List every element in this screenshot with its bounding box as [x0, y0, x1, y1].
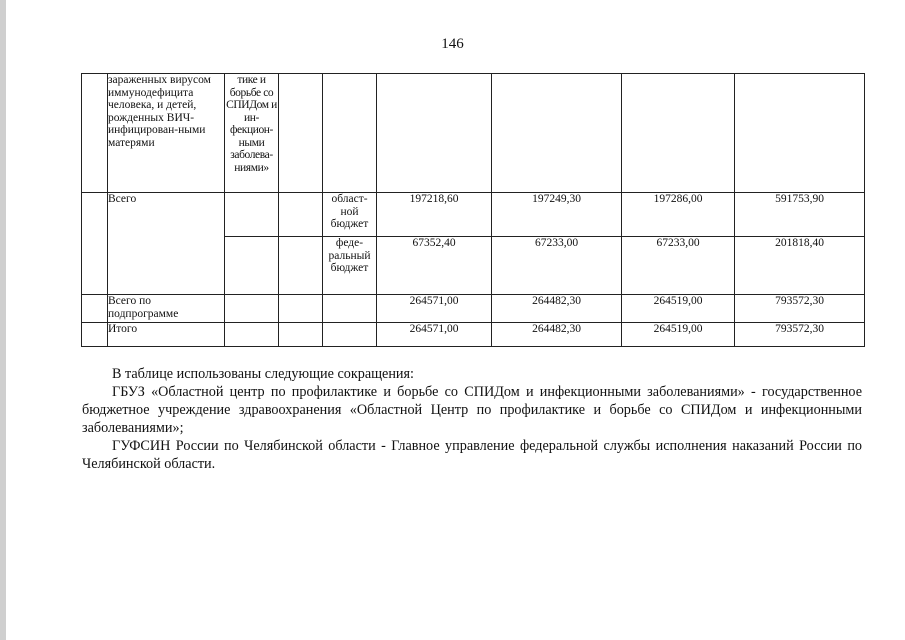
value-cell: 264571,00 — [377, 295, 492, 323]
abbreviations-notes — [82, 365, 862, 473]
value-cell: 264482,30 — [492, 295, 622, 323]
value-cell: 264571,00 — [377, 323, 492, 347]
number-cell — [82, 74, 108, 193]
empty-cell — [279, 193, 323, 237]
empty-cell — [225, 295, 279, 323]
empty-cell — [279, 323, 323, 347]
table-row-subprogram-total — [82, 295, 865, 323]
budget-table — [81, 73, 865, 347]
empty-cell — [225, 323, 279, 347]
total-label: Всего — [108, 193, 225, 295]
table-row-continuation — [82, 74, 865, 193]
value-cell: 67233,00 — [492, 237, 622, 295]
empty-cell — [323, 295, 377, 323]
number-cell — [82, 323, 108, 347]
value-cell: 197249,30 — [492, 193, 622, 237]
empty-cell — [225, 193, 279, 237]
table-row-itogo — [82, 323, 865, 347]
empty-cell — [622, 74, 735, 193]
value-cell: 264519,00 — [622, 323, 735, 347]
empty-cell — [492, 74, 622, 193]
value-cell: 591753,90 — [735, 193, 865, 237]
number-cell — [82, 295, 108, 323]
empty-cell — [377, 74, 492, 193]
executor-cell: тике и борьбе со СПИДом и ин-фекцион-ными заболева-ниями» — [225, 74, 279, 193]
page-number: 146 — [441, 36, 464, 52]
value-cell: 264482,30 — [492, 323, 622, 347]
table-row-total-regional — [82, 193, 865, 237]
value-cell: 67352,40 — [377, 237, 492, 295]
empty-cell — [323, 74, 377, 193]
activity-description: зараженных вирусом иммунодефицита человека, и детей, рожденных ВИЧ-инфицирован-ными матерями — [108, 74, 225, 193]
empty-cell — [279, 237, 323, 295]
value-cell: 197286,00 — [622, 193, 735, 237]
source-federal-budget: феде-ральный бюджет — [323, 237, 377, 295]
value-cell: 201818,40 — [735, 237, 865, 295]
abbreviation-gufsin: ГУФСИН России по Челябинской области - Главное управление федеральной службы исполнения наказаний России по Челябинской области. — [82, 438, 862, 472]
empty-cell — [323, 323, 377, 347]
value-cell: 264519,00 — [622, 295, 735, 323]
value-cell: 197218,60 — [377, 193, 492, 237]
value-cell: 793572,30 — [735, 323, 865, 347]
abbreviation-gbuz: ГБУЗ «Областной центр по профилактике и борьбе со СПИДом и инфекционными заболеваниями» - государственное бюджетное учреждение здравоохранения «Областной Центр по профилактике и борьбе со СПИДом и инфекционными заболеваниями»; — [82, 384, 862, 436]
empty-cell — [735, 74, 865, 193]
source-regional-budget: област-ной бюджет — [323, 193, 377, 237]
notes-intro: В таблице использованы следующие сокращения: — [112, 366, 414, 382]
empty-cell — [225, 237, 279, 295]
page-edge — [0, 0, 6, 640]
empty-cell — [279, 74, 323, 193]
empty-cell — [279, 295, 323, 323]
subprogram-total-label: Всего по подпрограмме — [108, 295, 225, 323]
value-cell: 793572,30 — [735, 295, 865, 323]
number-cell — [82, 193, 108, 295]
itogo-label: Итого — [108, 323, 225, 347]
value-cell: 67233,00 — [622, 237, 735, 295]
